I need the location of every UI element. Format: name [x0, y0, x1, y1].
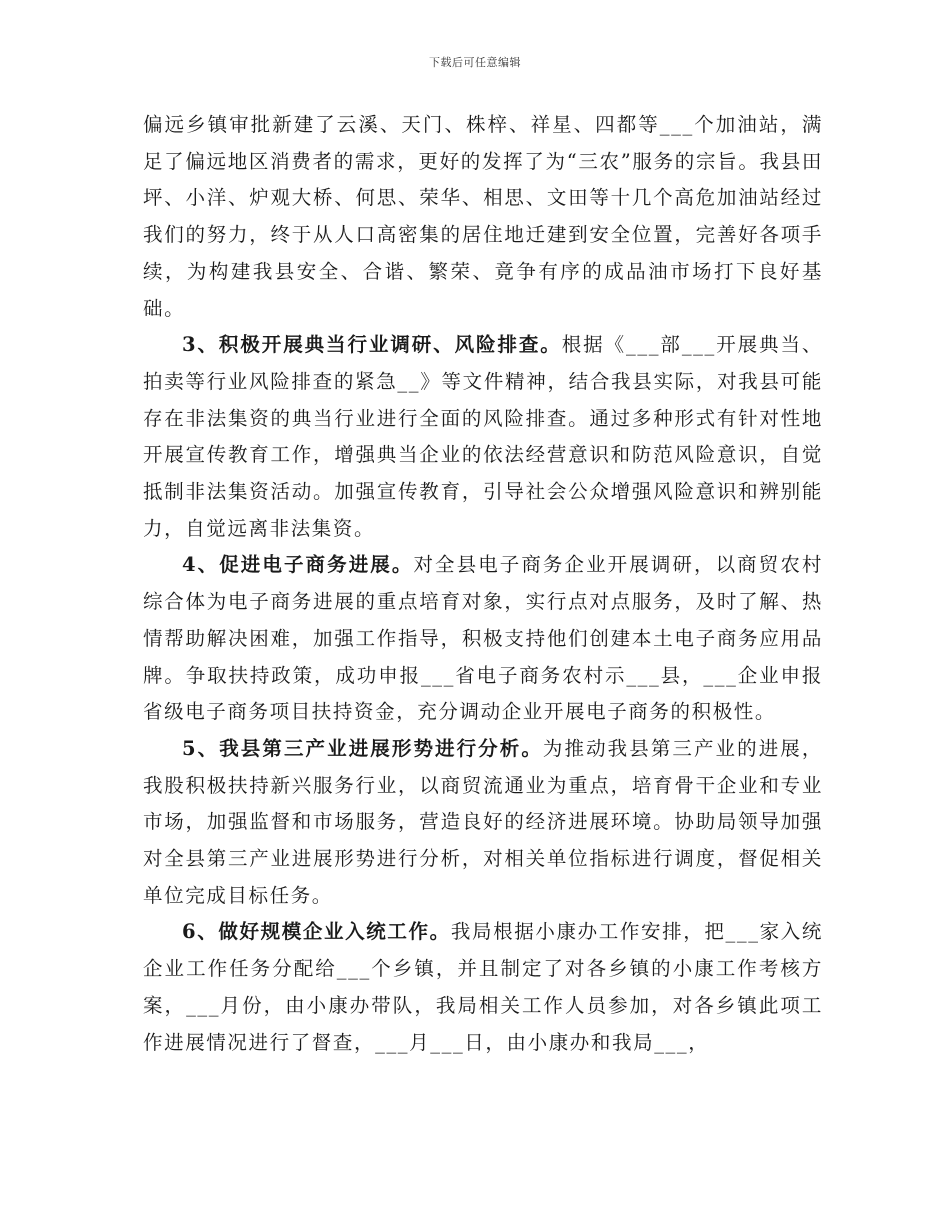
paragraph-ecommerce	[143, 547, 823, 731]
paragraph-text: 为推动我县第三产业的进展，我股积极扶持新兴服务行业，以商贸流通业为重点，培育骨干企业和专业市场，加强监督和市场服务，营造良好的经济进展环境。协助局领导加强对全县第三产业进展形势进行分析，对相关单位指标进行调度，督促相关单位完成目标任务。	[143, 736, 823, 907]
paragraph-heading: 6、做好规模企业入统工作。	[182, 920, 451, 944]
paragraph-heading: 4、促进电子商务进展。	[182, 553, 414, 577]
paragraph-tertiary-industry	[143, 731, 823, 915]
paragraph-text: 根据《___部___开展典当、拍卖等行业风险排查的紧急__》等文件精神，结合我县实际，对我县可能存在非法集资的典当行业进行全面的风险排查。通过多种形式有针对性地开展宣传教育工作，增强典当企业的依法经营意识和防范风险意识，自觉抵制非法集资活动。加强宣传教育，引导社会公众增强风险意识和辨别能力，自觉远离非法集资。	[143, 333, 823, 540]
paragraph-heading: 3、积极开展典当行业调研、风险排查。	[182, 333, 562, 357]
paragraph-heading: 5、我县第三产业进展形势进行分析。	[182, 736, 543, 760]
document-body	[143, 107, 823, 1061]
paragraph-fuel-stations	[143, 107, 823, 327]
paragraph-text: 我局根据小康办工作安排，把___家入统企业工作任务分配给___个乡镇，并且制定了对各乡镇的小康工作考核方案，___月份，由小康办带队，我局相关工作人员参加，对各乡镇此项工作进展情况进行了督查，___月___日，由小康办和我局___，	[143, 920, 823, 1054]
paragraph-enterprise-stats	[143, 914, 823, 1061]
paragraph-pawn-risk	[143, 327, 823, 547]
page-header: 下载后可任意编辑	[429, 56, 521, 69]
paragraph-text: 偏远乡镇审批新建了云溪、天门、株梓、祥星、四都等___个加油站，满足了偏远地区消费者的需求，更好的发挥了为“三农”服务的宗旨。我县田坪、小洋、炉观大桥、何思、荣华、相思、文田等十几个高危加油站经过我们的努力，终于从人口高密集的居住地迁建到安全位置，完善好各项手续，为构建我县安全、合谐、繁荣、竟争有序的成品油市场打下良好基础。	[143, 113, 823, 320]
paragraph-text: 对全县电子商务企业开展调研，以商贸农村综合体为电子商务进展的重点培育对象，实行点对点服务，及时了解、热情帮助解决困难，加强工作指导，积极支持他们创建本土电子商务应用品牌。争取扶持政策，成功申报___省电子商务农村示___县，___企业申报省级电子商务项目扶持资金，充分调动企业开展电子商务的积极性。	[143, 553, 823, 724]
